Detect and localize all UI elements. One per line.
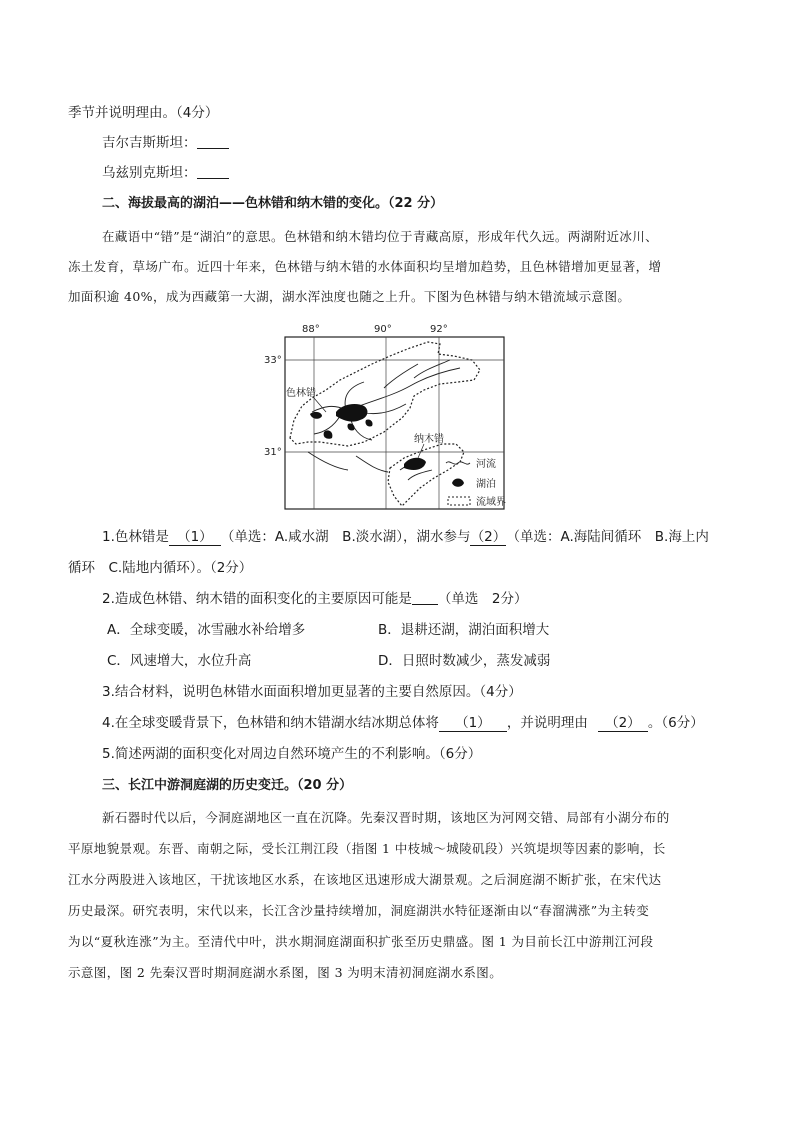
q1-mid: （单选：A.咸水湖 B.淡水湖），湖水参与 xyxy=(220,529,471,545)
nam-co-label: 纳木错 xyxy=(414,434,444,445)
section2-heading: 二、海拔最高的湖泊——色林错和纳木错的变化。（22 分） xyxy=(102,196,444,211)
question-1 xyxy=(102,527,709,547)
q4-blank-1[interactable]: （1） xyxy=(439,715,507,732)
section3-passage-line: 示意图，图 2 先秦汉晋时期洞庭湖水系图，图 3 为明末清初洞庭湖水系图。 xyxy=(68,965,503,980)
uzbekistan-label: 乌兹别克斯坦： xyxy=(102,165,197,181)
question-4 xyxy=(102,713,704,733)
section2-passage-line: 冻土发育，草场广布。近四十年来，色林错与纳木错的水体面积均呈增加趋势，且色林错增加更显著，增 xyxy=(68,259,662,274)
answer-line-kyrgyzstan xyxy=(102,133,229,153)
q2-option-c[interactable]: C．风速增大，水位升高 xyxy=(107,653,252,669)
q4-suffix: 。（6分） xyxy=(647,715,704,731)
lon-label: 88° xyxy=(302,324,320,335)
small-lake xyxy=(310,412,322,419)
legend-boundary-symbol xyxy=(448,497,470,505)
lon-label: 90° xyxy=(374,324,392,335)
q1-suffix: （单选：A.海陆间循环 B.海上内 xyxy=(506,529,709,545)
q1-blank-2[interactable]: （2） xyxy=(470,529,507,545)
lon-label: 92° xyxy=(430,324,448,335)
small-lake xyxy=(324,430,333,438)
q4-prefix: 4.在全球变暖背景下，色林错和纳木错湖水结冰期总体将 xyxy=(102,715,439,731)
question-3: 3.结合材料，说明色林错水面面积增加更显著的主要自然原因。（4分） xyxy=(102,684,522,700)
lat-label: 33° xyxy=(264,355,282,366)
q2-option-b[interactable]: B．退耕还湖，湖泊面积增大 xyxy=(378,622,550,638)
section3-passage-line: 历史最深。研究表明，宋代以来，长江含沙量持续增加，洞庭湖洪水特征逐渐由以“春溜满涨”为主转变 xyxy=(68,903,650,918)
question-1-line2: 循环 C.陆地内循环）。（2分） xyxy=(68,560,253,576)
lat-label: 31° xyxy=(264,447,282,458)
legend-lake-label: 湖泊 xyxy=(476,479,496,490)
nam-co-lake xyxy=(404,458,426,470)
map-legend xyxy=(446,457,506,508)
q1-prefix: 1.色林错是 xyxy=(102,529,169,545)
selin-co-label: 色林错 xyxy=(286,388,316,399)
lake-basin-map xyxy=(264,320,512,514)
section3-passage-line: 平原地貌景观。东晋、南朝之际，受长江荆江段（指图 1 中枝城～城陵矶段）兴筑堤坝等因素的影响，长 xyxy=(68,841,666,856)
question-5: 5.简述两湖的面积变化对周边自然环境产生的不利影响。（6分） xyxy=(102,746,482,762)
uzbekistan-answer-blank[interactable] xyxy=(197,164,229,179)
selin-co-lake xyxy=(336,404,367,422)
small-lake xyxy=(365,419,372,426)
q2-option-d[interactable]: D．日照时数减少，蒸发减弱 xyxy=(378,653,551,669)
map-frame xyxy=(285,337,504,509)
section3-passage-line: 为以“夏秋连涨”为主。至清代中叶，洪水期洞庭湖面积扩张至历史鼎盛。图 1 为目前长江中游荆江河段 xyxy=(68,934,654,949)
watershed-boundary xyxy=(290,342,480,446)
section3-passage-line: 江水分两股进入该地区，干扰该地区水系，在该地区迅速形成大湖景观。之后洞庭湖不断扩张，在宋代达 xyxy=(68,872,662,887)
section2-passage-line: 在藏语中“错”是“湖泊”的意思。色林错和纳木错均位于青藏高原，形成年代久远。两湖附近冰川、 xyxy=(102,229,659,244)
q4-mid: ，并说明理由 xyxy=(506,715,588,731)
question-continuation: 季节并说明理由。（4分） xyxy=(68,105,219,121)
small-lake xyxy=(347,423,354,430)
q2-answer-blank[interactable] xyxy=(412,590,438,605)
answer-line-uzbekistan xyxy=(102,163,229,183)
legend-river-label: 河流 xyxy=(476,459,496,470)
section2-passage-line: 加面积逾 40%，成为西藏第一大湖，湖水浑浊度也随之上升。下图为色林错与纳木错流域示意图。 xyxy=(68,289,631,304)
kyrgyzstan-label: 吉尔吉斯斯坦： xyxy=(102,135,197,151)
lakes xyxy=(310,404,426,470)
rivers xyxy=(308,360,460,480)
question-2 xyxy=(102,589,527,609)
q4-blank-2[interactable]: （2） xyxy=(598,715,648,732)
q2-prefix: 2.造成色林错、纳木错的面积变化的主要原因可能是 xyxy=(102,591,412,607)
q2-option-a[interactable]: A．全球变暖，冰雪融水补给增多 xyxy=(107,622,306,638)
q2-suffix: （单选 2分） xyxy=(437,591,528,607)
section3-passage-line: 新石器时代以后，今洞庭湖地区一直在沉降。先秦汉晋时期，该地区为河网交错、局部有小湖分布的 xyxy=(102,810,670,825)
legend-boundary-label: 流域界 xyxy=(476,497,506,508)
legend-lake-symbol xyxy=(452,479,464,487)
q1-blank-1[interactable]: （1） xyxy=(169,529,221,546)
section3-heading: 三、长江中游洞庭湖的历史变迁。（20 分） xyxy=(102,778,353,793)
kyrgyzstan-answer-blank[interactable] xyxy=(197,134,229,149)
